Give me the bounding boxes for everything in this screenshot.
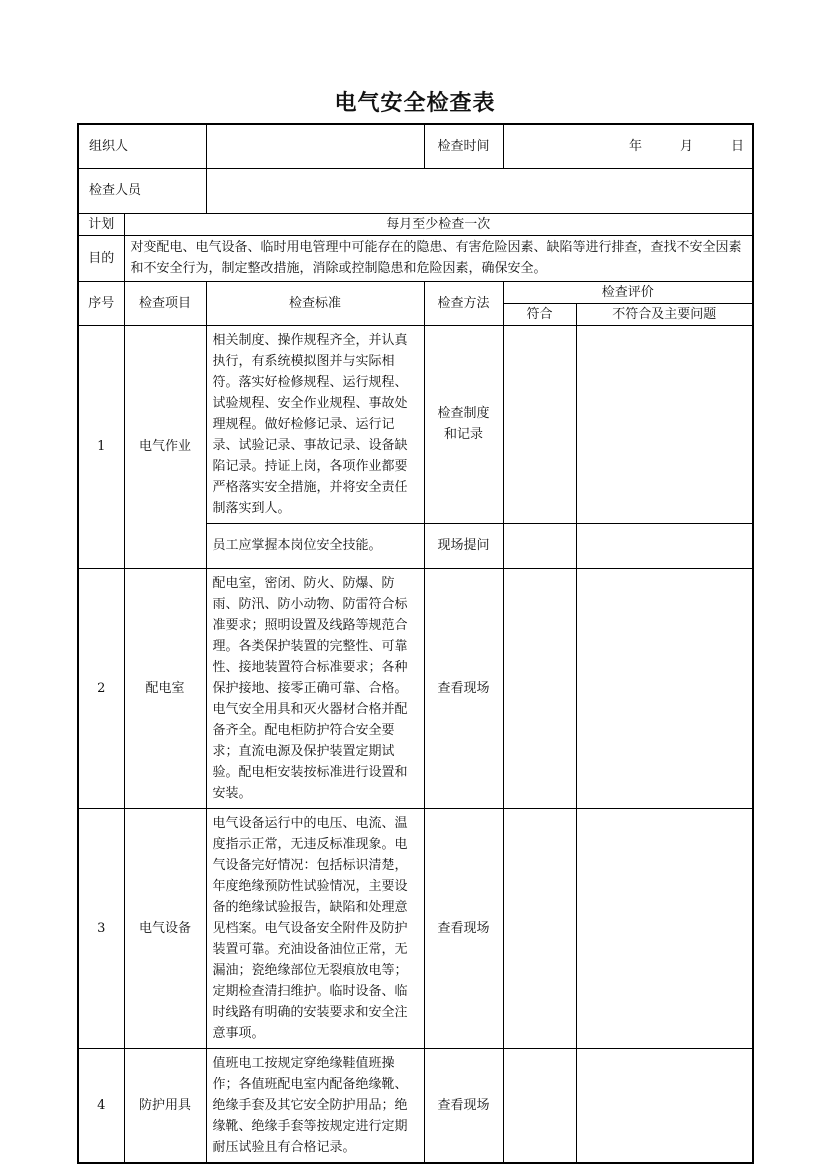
plan-label: 计划 (78, 213, 124, 235)
row-nonconform-cell[interactable] (576, 1048, 753, 1163)
table-row (78, 1048, 753, 1163)
row-item: 防护用具 (124, 1048, 206, 1163)
row-conform-cell[interactable] (503, 808, 576, 1048)
row-standard: 值班电工按规定穿绝缘鞋值班操作；各值班配电室内配备绝缘靴、绝缘手套及其它安全防护用品；绝缘靴、绝缘手套等按规定进行定期耐压试验且有合格记录。 (206, 1048, 424, 1163)
day-label: 日 (731, 138, 745, 154)
row-conform-cell[interactable] (503, 523, 576, 568)
check-time-label: 检查时间 (424, 124, 503, 168)
table-row (78, 808, 753, 1048)
row-standard: 相关制度、操作规程齐全，并认真执行，有系统模拟图并与实际相符。落实好检修规程、运行规程、试验规程、安全作业规程、事故处理规程。做好检修记录、运行记录、试验记录、事故记录、设备缺陷记录。持证上岗，各项作业都要严格落实安全措施，并将安全责任制落实到人。 (206, 325, 424, 523)
row-conform-cell[interactable] (503, 1048, 576, 1163)
col-item-header: 检查项目 (124, 281, 206, 325)
row-standard: 电气设备运行中的电压、电流、温度指示正常，无违反标准现象。电气设备完好情况：包括标识清楚，年度绝缘预防性试验情况，主要设备的绝缘试验报告，缺陷和处理意见档案。电气设备安全附件及防护装置可靠。充油设备油位正常，无漏油；瓷绝缘部位无裂痕放电等；定期检查清扫维护。临时设备、临时线路有明确的安装要求和安全注意事项。 (206, 808, 424, 1048)
inspectors-label: 检查人员 (78, 168, 206, 213)
col-method-header: 检查方法 (424, 281, 503, 325)
year-label: 年 (628, 138, 642, 154)
row-item: 电气作业 (124, 325, 206, 568)
purpose-label: 目的 (78, 235, 124, 281)
row-nonconform-cell[interactable] (576, 808, 753, 1048)
col-conform-header: 符合 (503, 303, 576, 325)
col-standard-header: 检查标准 (206, 281, 424, 325)
col-no-header: 序号 (78, 281, 124, 325)
row-method: 现场提问 (424, 523, 503, 568)
row-method: 查看现场 (424, 808, 503, 1048)
organizer-label: 组织人 (78, 124, 206, 168)
row-nonconform-cell[interactable] (576, 523, 753, 568)
col-evaluation-header: 检查评价 (503, 281, 753, 303)
row-conform-cell[interactable] (503, 568, 576, 808)
row-item: 电气设备 (124, 808, 206, 1048)
row-conform-cell[interactable] (503, 325, 576, 523)
row-no: 1 (78, 325, 124, 568)
row-method: 检查制度和记录 (424, 325, 503, 523)
row-nonconform-cell[interactable] (576, 568, 753, 808)
inspectors-field[interactable] (206, 168, 753, 213)
table-row (78, 325, 753, 523)
check-time-field[interactable] (503, 124, 753, 168)
row-method: 查看现场 (424, 568, 503, 808)
row-no: 4 (78, 1048, 124, 1163)
purpose-value: 对变配电、电气设备、临时用电管理中可能存在的隐患、有害危险因素、缺陷等进行排查，查找不安全因素和不安全行为，制定整改措施，消除或控制隐患和危险因素，确保安全。 (124, 235, 753, 281)
row-nonconform-cell[interactable] (576, 325, 753, 523)
row-no: 2 (78, 568, 124, 808)
row-no: 3 (78, 808, 124, 1048)
row-method: 查看现场 (424, 1048, 503, 1163)
col-nonconform-header: 不符合及主要问题 (576, 303, 753, 325)
organizer-field[interactable] (206, 124, 424, 168)
plan-value: 每月至少检查一次 (124, 213, 753, 235)
page-title: 电气安全检查表 (334, 91, 496, 116)
table-row (78, 568, 753, 808)
inspection-table (77, 123, 754, 1164)
month-label: 月 (680, 138, 694, 154)
row-item: 配电室 (124, 568, 206, 808)
row-standard: 员工应掌握本岗位安全技能。 (206, 523, 424, 568)
row-standard: 配电室，密闭、防火、防爆、防雨、防汛、防小动物、防雷符合标准要求；照明设置及线路等规范合理。各类保护装置的完整性、可靠性、接地装置符合标准要求；各种保护接地、接零正确可靠、合格。电气安全用具和灭火器材合格并配备齐全。配电柜防护符合安全要求；直流电源及保护装置定期试验。配电柜安装按标准进行设置和安装。 (206, 568, 424, 808)
